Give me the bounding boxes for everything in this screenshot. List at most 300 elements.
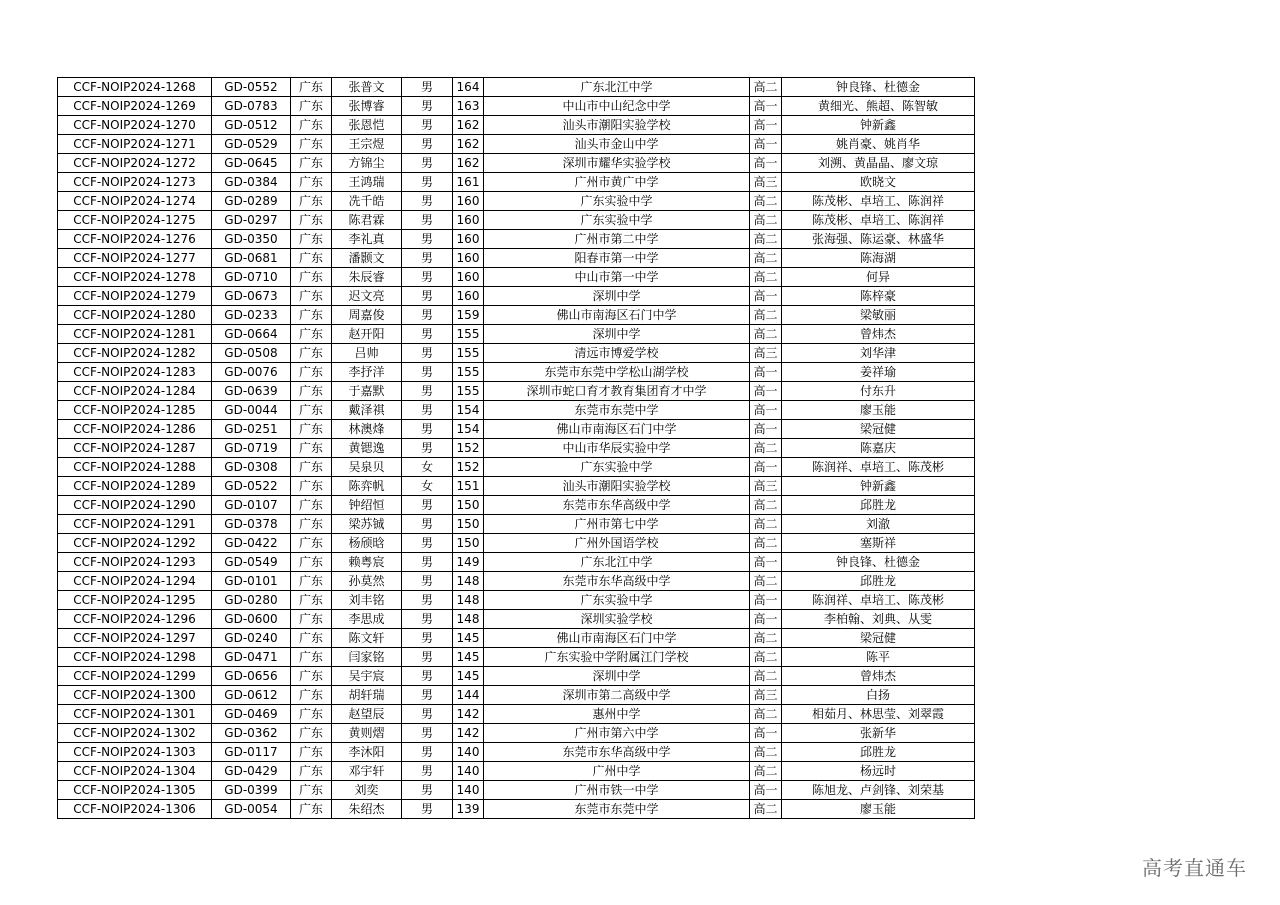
cert-id-cell: CCF-NOIP2024-1297 [58,629,212,648]
table-row [58,648,975,667]
name-cell: 刘奕 [332,781,402,800]
cert-id-cell: CCF-NOIP2024-1291 [58,515,212,534]
province-cell: 广东 [291,743,332,762]
contestant-id-cell: GD-0471 [212,648,291,667]
coach-cell: 邱胜龙 [782,496,975,515]
score-cell: 151 [453,477,484,496]
name-cell: 黄则熠 [332,724,402,743]
grade-cell: 高一 [750,401,782,420]
contestant-id-cell: GD-0280 [212,591,291,610]
score-cell: 160 [453,192,484,211]
coach-cell: 陈海湖 [782,249,975,268]
gender-cell: 男 [402,667,453,686]
grade-cell: 高二 [750,534,782,553]
grade-cell: 高一 [750,97,782,116]
cert-id-cell: CCF-NOIP2024-1293 [58,553,212,572]
grade-cell: 高一 [750,382,782,401]
score-cell: 145 [453,648,484,667]
grade-cell: 高一 [750,135,782,154]
province-cell: 广东 [291,344,332,363]
cert-id-cell: CCF-NOIP2024-1283 [58,363,212,382]
province-cell: 广东 [291,97,332,116]
gender-cell: 男 [402,610,453,629]
grade-cell: 高一 [750,420,782,439]
gender-cell: 男 [402,154,453,173]
name-cell: 迟文亮 [332,287,402,306]
school-cell: 广东实验中学 [484,591,750,610]
cert-id-cell: CCF-NOIP2024-1305 [58,781,212,800]
gender-cell: 男 [402,743,453,762]
name-cell: 陈君霖 [332,211,402,230]
table-row [58,705,975,724]
table-row [58,287,975,306]
province-cell: 广东 [291,135,332,154]
coach-cell: 钟良锋、杜德金 [782,78,975,97]
grade-cell: 高二 [750,268,782,287]
grade-cell: 高三 [750,477,782,496]
table-row [58,344,975,363]
contestant-id-cell: GD-0076 [212,363,291,382]
table-row [58,724,975,743]
coach-cell: 姚肖豪、姚肖华 [782,135,975,154]
cert-id-cell: CCF-NOIP2024-1296 [58,610,212,629]
cert-id-cell: CCF-NOIP2024-1282 [58,344,212,363]
score-cell: 144 [453,686,484,705]
grade-cell: 高二 [750,572,782,591]
cert-id-cell: CCF-NOIP2024-1304 [58,762,212,781]
cert-id-cell: CCF-NOIP2024-1276 [58,230,212,249]
contestant-id-cell: GD-0308 [212,458,291,477]
gender-cell: 男 [402,268,453,287]
coach-cell: 钟良锋、杜德金 [782,553,975,572]
school-cell: 深圳实验学校 [484,610,750,629]
school-cell: 广州市黄广中学 [484,173,750,192]
score-cell: 140 [453,781,484,800]
score-cell: 154 [453,420,484,439]
name-cell: 吕帅 [332,344,402,363]
table-row [58,211,975,230]
score-cell: 160 [453,268,484,287]
name-cell: 周嘉俊 [332,306,402,325]
contestant-id-cell: GD-0508 [212,344,291,363]
name-cell: 王鸿瑞 [332,173,402,192]
score-cell: 140 [453,762,484,781]
province-cell: 广东 [291,591,332,610]
contestant-id-cell: GD-0350 [212,230,291,249]
gender-cell: 男 [402,781,453,800]
score-cell: 161 [453,173,484,192]
contestant-id-cell: GD-0362 [212,724,291,743]
gender-cell: 男 [402,724,453,743]
gender-cell: 男 [402,363,453,382]
name-cell: 闫家铭 [332,648,402,667]
coach-cell: 张海强、陈运豪、林盛华 [782,230,975,249]
table-row [58,135,975,154]
grade-cell: 高一 [750,363,782,382]
score-cell: 152 [453,458,484,477]
table-row [58,629,975,648]
gender-cell: 男 [402,249,453,268]
score-cell: 162 [453,116,484,135]
gender-cell: 男 [402,306,453,325]
contestant-id-cell: GD-0384 [212,173,291,192]
school-cell: 广东实验中学 [484,211,750,230]
table-row [58,686,975,705]
grade-cell: 高一 [750,724,782,743]
score-cell: 152 [453,439,484,458]
contestant-id-cell: GD-0719 [212,439,291,458]
school-cell: 广东实验中学附属江门学校 [484,648,750,667]
school-cell: 惠州中学 [484,705,750,724]
coach-cell: 陈润祥、卓培工、陈茂彬 [782,591,975,610]
school-cell: 中山市第一中学 [484,268,750,287]
contestant-id-cell: GD-0233 [212,306,291,325]
province-cell: 广东 [291,648,332,667]
cert-id-cell: CCF-NOIP2024-1279 [58,287,212,306]
table-row [58,572,975,591]
table-row [58,401,975,420]
province-cell: 广东 [291,724,332,743]
province-cell: 广东 [291,781,332,800]
contestant-id-cell: GD-0639 [212,382,291,401]
table-row [58,173,975,192]
cert-id-cell: CCF-NOIP2024-1302 [58,724,212,743]
grade-cell: 高二 [750,743,782,762]
table-row [58,192,975,211]
coach-cell: 梁冠健 [782,420,975,439]
grade-cell: 高二 [750,515,782,534]
name-cell: 朱辰睿 [332,268,402,287]
school-cell: 广东北江中学 [484,553,750,572]
gender-cell: 男 [402,173,453,192]
province-cell: 广东 [291,211,332,230]
school-cell: 汕头市潮阳实验学校 [484,477,750,496]
cert-id-cell: CCF-NOIP2024-1281 [58,325,212,344]
coach-cell: 陈旭龙、卢剑锋、刘荣基 [782,781,975,800]
school-cell: 广州中学 [484,762,750,781]
school-cell: 深圳市蛇口育才教育集团育才中学 [484,382,750,401]
gender-cell: 男 [402,287,453,306]
grade-cell: 高二 [750,325,782,344]
gender-cell: 男 [402,344,453,363]
school-cell: 深圳中学 [484,287,750,306]
grade-cell: 高一 [750,154,782,173]
cert-id-cell: CCF-NOIP2024-1306 [58,800,212,819]
school-cell: 广东实验中学 [484,192,750,211]
grade-cell: 高二 [750,439,782,458]
grade-cell: 高二 [750,249,782,268]
coach-cell: 付东升 [782,382,975,401]
grade-cell: 高一 [750,116,782,135]
coach-cell: 欧晓文 [782,173,975,192]
table-row [58,230,975,249]
gender-cell: 男 [402,686,453,705]
table-row [58,553,975,572]
table-row [58,667,975,686]
score-cell: 162 [453,135,484,154]
coach-cell: 邱胜龙 [782,743,975,762]
cert-id-cell: CCF-NOIP2024-1275 [58,211,212,230]
name-cell: 潘颢文 [332,249,402,268]
score-cell: 150 [453,496,484,515]
grade-cell: 高一 [750,781,782,800]
score-cell: 150 [453,534,484,553]
score-cell: 150 [453,515,484,534]
watermark-text: 高考直通车 [1142,856,1247,880]
cert-id-cell: CCF-NOIP2024-1270 [58,116,212,135]
cert-id-cell: CCF-NOIP2024-1288 [58,458,212,477]
gender-cell: 男 [402,97,453,116]
score-cell: 142 [453,724,484,743]
province-cell: 广东 [291,762,332,781]
school-cell: 清远市博爱学校 [484,344,750,363]
school-cell: 阳春市第一中学 [484,249,750,268]
province-cell: 广东 [291,192,332,211]
grade-cell: 高三 [750,686,782,705]
contestant-id-cell: GD-0783 [212,97,291,116]
score-cell: 164 [453,78,484,97]
contestant-id-cell: GD-0522 [212,477,291,496]
table-row [58,515,975,534]
school-cell: 汕头市潮阳实验学校 [484,116,750,135]
score-cell: 148 [453,572,484,591]
province-cell: 广东 [291,572,332,591]
name-cell: 张博睿 [332,97,402,116]
coach-cell: 梁冠健 [782,629,975,648]
contestant-id-cell: GD-0664 [212,325,291,344]
name-cell: 黄锶逸 [332,439,402,458]
name-cell: 邓宇轩 [332,762,402,781]
name-cell: 戴泽祺 [332,401,402,420]
cert-id-cell: CCF-NOIP2024-1274 [58,192,212,211]
coach-cell: 相茹月、林思莹、刘翠霞 [782,705,975,724]
gender-cell: 男 [402,553,453,572]
table-row [58,477,975,496]
province-cell: 广东 [291,439,332,458]
coach-cell: 陈润祥、卓培工、陈茂彬 [782,458,975,477]
province-cell: 广东 [291,401,332,420]
coach-cell: 姜祥瑜 [782,363,975,382]
province-cell: 广东 [291,553,332,572]
gender-cell: 男 [402,325,453,344]
province-cell: 广东 [291,705,332,724]
cert-id-cell: CCF-NOIP2024-1303 [58,743,212,762]
table-row [58,762,975,781]
province-cell: 广东 [291,78,332,97]
coach-cell: 钟新鑫 [782,116,975,135]
gender-cell: 女 [402,477,453,496]
contestant-id-cell: GD-0297 [212,211,291,230]
contestant-id-cell: GD-0399 [212,781,291,800]
grade-cell: 高二 [750,496,782,515]
name-cell: 吴宇宸 [332,667,402,686]
table-row [58,591,975,610]
table-row [58,420,975,439]
province-cell: 广东 [291,800,332,819]
gender-cell: 男 [402,439,453,458]
grade-cell: 高二 [750,629,782,648]
grade-cell: 高一 [750,610,782,629]
cert-id-cell: CCF-NOIP2024-1299 [58,667,212,686]
coach-cell: 塞斯祥 [782,534,975,553]
table-row [58,306,975,325]
contestant-id-cell: GD-0378 [212,515,291,534]
table-row [58,610,975,629]
table-row [58,534,975,553]
cert-id-cell: CCF-NOIP2024-1269 [58,97,212,116]
province-cell: 广东 [291,268,332,287]
coach-cell: 梁敏丽 [782,306,975,325]
score-cell: 160 [453,230,484,249]
school-cell: 汕头市金山中学 [484,135,750,154]
gender-cell: 男 [402,534,453,553]
province-cell: 广东 [291,667,332,686]
gender-cell: 男 [402,629,453,648]
table-row [58,154,975,173]
score-cell: 160 [453,211,484,230]
school-cell: 深圳中学 [484,325,750,344]
name-cell: 林澳烽 [332,420,402,439]
name-cell: 张普文 [332,78,402,97]
cert-id-cell: CCF-NOIP2024-1295 [58,591,212,610]
contestant-id-cell: GD-0529 [212,135,291,154]
grade-cell: 高一 [750,591,782,610]
coach-cell: 张新华 [782,724,975,743]
grade-cell: 高三 [750,344,782,363]
name-cell: 陈弈帆 [332,477,402,496]
name-cell: 朱绍杰 [332,800,402,819]
province-cell: 广东 [291,306,332,325]
coach-cell: 陈茂彬、卓培工、陈润祥 [782,211,975,230]
score-cell: 163 [453,97,484,116]
table-row [58,439,975,458]
school-cell: 佛山市南海区石门中学 [484,306,750,325]
grade-cell: 高二 [750,667,782,686]
score-cell: 148 [453,591,484,610]
score-cell: 149 [453,553,484,572]
score-cell: 155 [453,325,484,344]
province-cell: 广东 [291,420,332,439]
score-cell: 159 [453,306,484,325]
cert-id-cell: CCF-NOIP2024-1277 [58,249,212,268]
school-cell: 广州市铁一中学 [484,781,750,800]
contestant-id-cell: GD-0600 [212,610,291,629]
table-row [58,800,975,819]
score-cell: 145 [453,629,484,648]
contestant-id-cell: GD-0673 [212,287,291,306]
province-cell: 广东 [291,515,332,534]
name-cell: 梁苏铖 [332,515,402,534]
score-cell: 155 [453,344,484,363]
province-cell: 广东 [291,477,332,496]
contestant-id-cell: GD-0681 [212,249,291,268]
name-cell: 钟绍恒 [332,496,402,515]
name-cell: 张恩恺 [332,116,402,135]
province-cell: 广东 [291,287,332,306]
coach-cell: 廖玉能 [782,401,975,420]
name-cell: 赵开阳 [332,325,402,344]
province-cell: 广东 [291,382,332,401]
contestant-id-cell: GD-0240 [212,629,291,648]
contestant-id-cell: GD-0469 [212,705,291,724]
score-cell: 145 [453,667,484,686]
gender-cell: 男 [402,401,453,420]
school-cell: 广州市第七中学 [484,515,750,534]
school-cell: 广州外国语学校 [484,534,750,553]
name-cell: 冼千皓 [332,192,402,211]
coach-cell: 陈嘉庆 [782,439,975,458]
coach-cell: 邱胜龙 [782,572,975,591]
name-cell: 方锦尘 [332,154,402,173]
contestant-id-cell: GD-0251 [212,420,291,439]
contestant-id-cell: GD-0101 [212,572,291,591]
gender-cell: 男 [402,192,453,211]
cert-id-cell: CCF-NOIP2024-1300 [58,686,212,705]
score-cell: 148 [453,610,484,629]
score-cell: 142 [453,705,484,724]
coach-cell: 黄细光、熊超、陈智敏 [782,97,975,116]
coach-cell: 刘澈 [782,515,975,534]
coach-cell: 刘溯、黄晶晶、廖文琼 [782,154,975,173]
gender-cell: 男 [402,648,453,667]
coach-cell: 廖玉能 [782,800,975,819]
contestant-id-cell: GD-0645 [212,154,291,173]
province-cell: 广东 [291,173,332,192]
school-cell: 广州市第二中学 [484,230,750,249]
school-cell: 东莞市东华高级中学 [484,496,750,515]
gender-cell: 男 [402,572,453,591]
table-row [58,781,975,800]
gender-cell: 男 [402,78,453,97]
gender-cell: 男 [402,762,453,781]
school-cell: 广州市第六中学 [484,724,750,743]
gender-cell: 男 [402,496,453,515]
cert-id-cell: CCF-NOIP2024-1290 [58,496,212,515]
name-cell: 赵望辰 [332,705,402,724]
score-cell: 140 [453,743,484,762]
grade-cell: 高二 [750,762,782,781]
province-cell: 广东 [291,458,332,477]
contestant-id-cell: GD-0612 [212,686,291,705]
coach-cell: 刘华津 [782,344,975,363]
contestant-id-cell: GD-0656 [212,667,291,686]
school-cell: 东莞市东莞中学 [484,800,750,819]
gender-cell: 男 [402,591,453,610]
province-cell: 广东 [291,610,332,629]
score-cell: 139 [453,800,484,819]
province-cell: 广东 [291,496,332,515]
name-cell: 赖粤宸 [332,553,402,572]
score-cell: 160 [453,287,484,306]
score-cell: 155 [453,363,484,382]
name-cell: 杨颀晗 [332,534,402,553]
cert-id-cell: CCF-NOIP2024-1301 [58,705,212,724]
gender-cell: 男 [402,420,453,439]
gender-cell: 男 [402,116,453,135]
school-cell: 广东实验中学 [484,458,750,477]
score-cell: 155 [453,382,484,401]
table-row [58,363,975,382]
contestant-id-cell: GD-0710 [212,268,291,287]
gender-cell: 男 [402,515,453,534]
name-cell: 李沐阳 [332,743,402,762]
province-cell: 广东 [291,230,332,249]
table-row [58,496,975,515]
grade-cell: 高二 [750,192,782,211]
coach-cell: 陈平 [782,648,975,667]
coach-cell: 何异 [782,268,975,287]
cert-id-cell: CCF-NOIP2024-1273 [58,173,212,192]
